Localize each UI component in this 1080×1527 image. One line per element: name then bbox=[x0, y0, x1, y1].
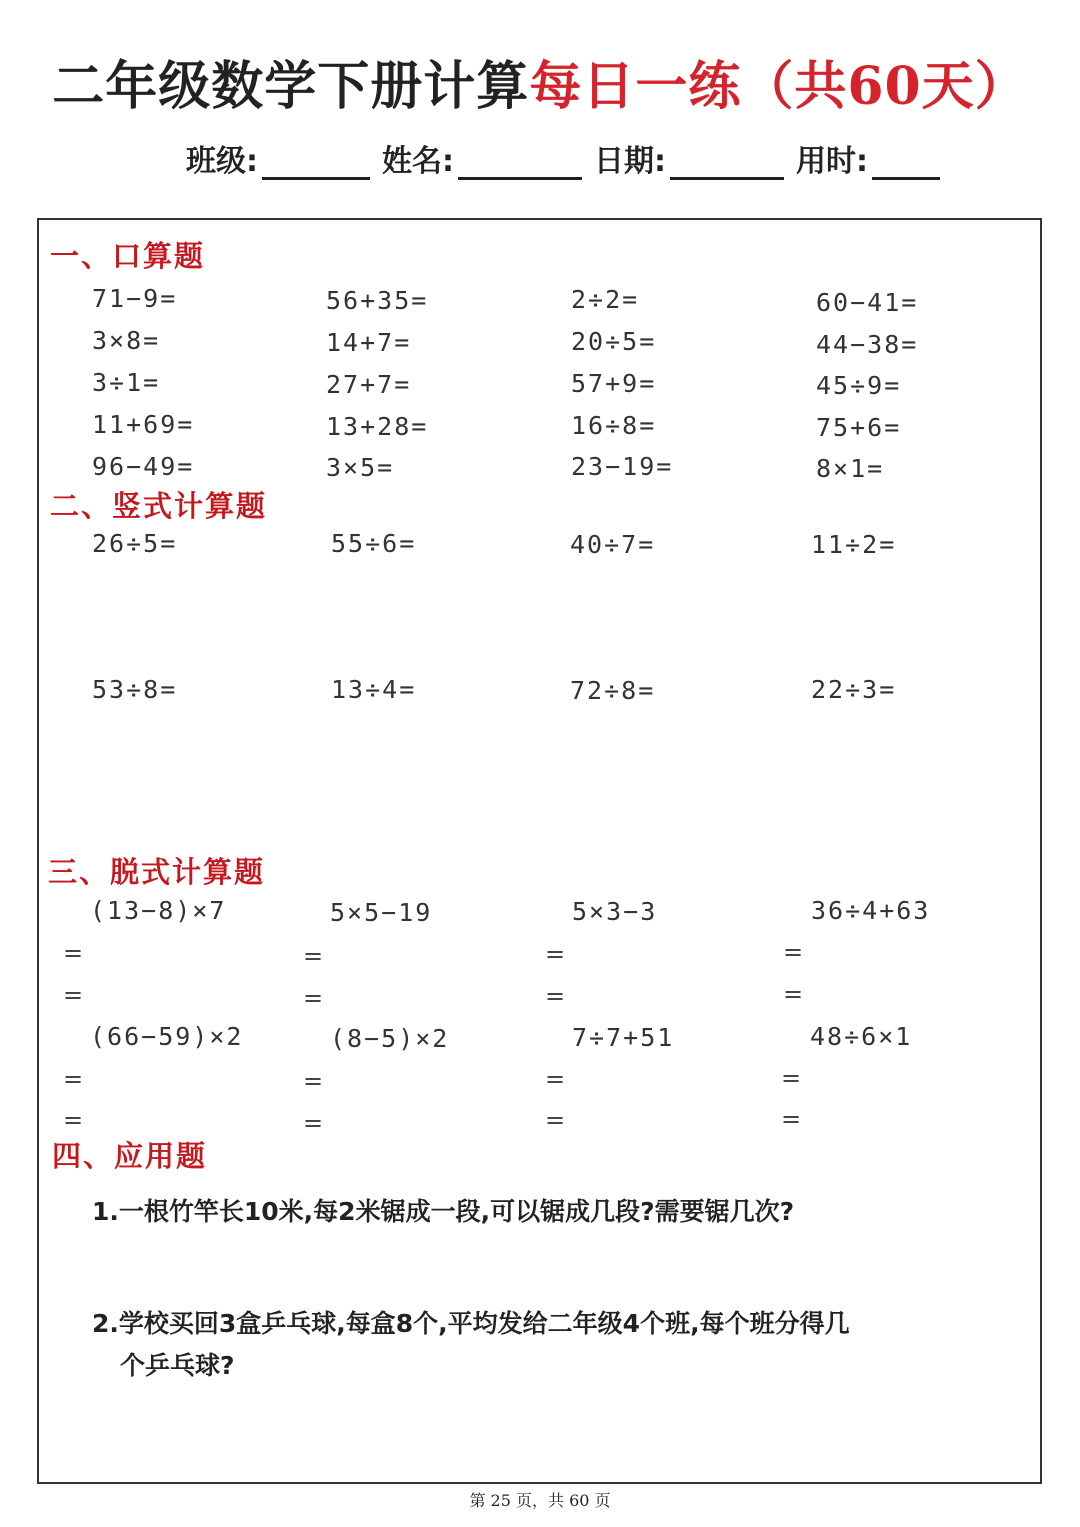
equals-sign: = bbox=[783, 938, 804, 966]
equals-sign: = bbox=[63, 1106, 84, 1134]
title-red: 每日一练（共60天） bbox=[529, 56, 1028, 117]
section3-heading: 三、脱式计算题 bbox=[48, 855, 266, 889]
name-label: 姓名: bbox=[382, 144, 454, 179]
oral-item: 56+35= bbox=[326, 286, 429, 315]
equals-sign: = bbox=[303, 1109, 324, 1137]
vertical-item: 72÷8= bbox=[570, 676, 656, 705]
time-label: 用时: bbox=[796, 144, 868, 179]
equals-sign: = bbox=[63, 1065, 84, 1093]
equals-sign: = bbox=[545, 982, 566, 1010]
time-blank[interactable] bbox=[872, 143, 940, 180]
equals-sign: = bbox=[781, 1064, 802, 1092]
word-problem-2-line1: 2.学校买回3盒乒乓球,每盒8个,平均发给二年级4个班,每个班分得几 bbox=[92, 1309, 850, 1338]
oral-item: 75+6= bbox=[816, 413, 902, 442]
equals-sign: = bbox=[783, 980, 804, 1008]
date-label: 日期: bbox=[594, 144, 666, 179]
oral-item: 23−19= bbox=[571, 452, 674, 481]
section2-heading: 二、竖式计算题 bbox=[50, 489, 268, 523]
oral-item: 20÷5= bbox=[571, 327, 657, 356]
title-black: 二年级数学下册计算 bbox=[52, 56, 530, 117]
vertical-item: 22÷3= bbox=[811, 675, 897, 704]
equals-sign: = bbox=[303, 1067, 324, 1095]
class-blank[interactable] bbox=[262, 143, 370, 180]
equals-sign: = bbox=[545, 1065, 566, 1093]
equals-sign: = bbox=[781, 1105, 802, 1133]
oral-item: 60−41= bbox=[816, 288, 919, 317]
oral-item: 44−38= bbox=[816, 330, 919, 359]
oral-item: 11+69= bbox=[92, 410, 195, 439]
class-label: 班级: bbox=[186, 144, 258, 179]
oral-item: 96−49= bbox=[92, 452, 195, 481]
vertical-item: 11÷2= bbox=[811, 530, 897, 559]
equals-sign: = bbox=[63, 939, 84, 967]
vertical-item: 55÷6= bbox=[331, 529, 417, 558]
oral-item: 71−9= bbox=[92, 284, 178, 313]
stepwise-item: (13−8)×7 bbox=[90, 896, 227, 925]
section1-heading: 一、口算题 bbox=[50, 239, 206, 273]
stepwise-item: 36÷4+63 bbox=[811, 896, 931, 925]
word-problem-2-line2: 个乒乓球? bbox=[120, 1351, 235, 1380]
oral-item: 57+9= bbox=[571, 369, 657, 398]
equals-sign: = bbox=[545, 1106, 566, 1134]
oral-item: 14+7= bbox=[326, 328, 412, 357]
stepwise-item: 7÷7+51 bbox=[572, 1023, 675, 1052]
equals-sign: = bbox=[303, 984, 324, 1012]
page-title bbox=[0, 44, 1080, 119]
stepwise-item: 5×3−3 bbox=[572, 897, 658, 926]
vertical-item: 53÷8= bbox=[92, 675, 178, 704]
oral-item: 3×5= bbox=[326, 453, 395, 482]
oral-item: 3÷1= bbox=[92, 368, 161, 397]
oral-item: 45÷9= bbox=[816, 371, 902, 400]
stepwise-item: 48÷6×1 bbox=[810, 1022, 913, 1051]
equals-sign: = bbox=[63, 981, 84, 1009]
stepwise-item: 5×5−19 bbox=[330, 898, 433, 927]
vertical-item: 13÷4= bbox=[331, 675, 417, 704]
name-blank[interactable] bbox=[458, 143, 582, 180]
oral-item: 3×8= bbox=[92, 326, 161, 355]
page-footer: 第 25 页，共 60 页 bbox=[469, 1491, 611, 1510]
stepwise-item: (66−59)×2 bbox=[90, 1022, 244, 1051]
equals-sign: = bbox=[545, 940, 566, 968]
vertical-item: 26÷5= bbox=[92, 529, 178, 558]
oral-item: 16÷8= bbox=[571, 411, 657, 440]
oral-item: 13+28= bbox=[326, 412, 429, 441]
word-problem-1: 1.一根竹竿长10米,每2米锯成一段,可以锯成几段?需要锯几次? bbox=[92, 1197, 795, 1226]
stepwise-item: (8−5)×2 bbox=[330, 1024, 450, 1053]
section4-heading: 四、应用题 bbox=[52, 1139, 208, 1173]
equals-sign: = bbox=[303, 942, 324, 970]
oral-item: 2÷2= bbox=[571, 285, 640, 314]
oral-item: 8×1= bbox=[816, 454, 885, 483]
oral-item: 27+7= bbox=[326, 370, 412, 399]
vertical-item: 40÷7= bbox=[570, 530, 656, 559]
student-info-row bbox=[186, 140, 952, 180]
date-blank[interactable] bbox=[670, 143, 784, 180]
